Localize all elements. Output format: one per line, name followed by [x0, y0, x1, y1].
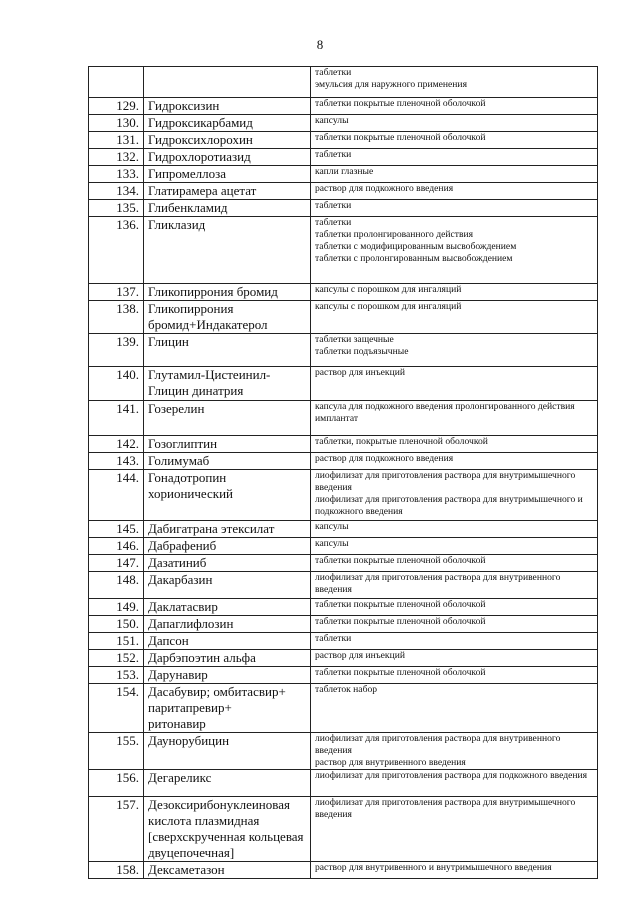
row-number: 131. [89, 132, 144, 149]
dosage-form: лиофилизат для приготовления раствора для внутривенного введения [315, 733, 561, 756]
row-number: 145. [89, 521, 144, 538]
table-row [89, 862, 598, 879]
drug-name: Дарбэпоэтин альфа [144, 650, 311, 667]
dosage-form: таблетки покрытые пленочной оболочкой [315, 132, 486, 143]
dosage-forms [311, 367, 598, 401]
drug-name: Дазатиниб [144, 555, 311, 572]
row-number: 139. [89, 334, 144, 367]
dosage-form: таблетки [315, 633, 352, 644]
row-number: 136. [89, 217, 144, 284]
dosage-forms [311, 770, 598, 797]
drug-name: Дегареликс [144, 770, 311, 797]
dosage-forms [311, 453, 598, 470]
drug-name: Гидроксихлорохин [144, 132, 311, 149]
table-row [89, 470, 598, 521]
dosage-forms [311, 98, 598, 115]
row-number: 137. [89, 284, 144, 301]
dosage-forms [311, 862, 598, 879]
table-row [89, 770, 598, 797]
row-number: 144. [89, 470, 144, 521]
dosage-forms [311, 115, 598, 132]
table-row [89, 599, 598, 616]
dosage-form: лиофилизат для приготовления раствора для внутривенного введения [315, 572, 561, 595]
drug-name: Гидроксикарбамид [144, 115, 311, 132]
row-number: 140. [89, 367, 144, 401]
row-number: 141. [89, 401, 144, 436]
dosage-forms [311, 667, 598, 684]
dosage-form: таблетки [315, 67, 352, 78]
table-row [89, 217, 598, 284]
table-row [89, 572, 598, 599]
dosage-forms [311, 334, 598, 367]
dosage-form: таблетки [315, 149, 352, 160]
dosage-forms [311, 733, 598, 770]
dosage-forms [311, 470, 598, 521]
drug-name: Гликопиррония бромид+Индакатерол [144, 301, 311, 334]
row-number: 142. [89, 436, 144, 453]
dosage-form: раствор для внутривенного введения [315, 757, 466, 768]
row-number: 134. [89, 183, 144, 200]
drug-name: Гликлазид [144, 217, 311, 284]
drug-name: Дезоксирибонуклеиновая кислота плазмидная [сверхскрученная кольцевая двуцепочечная] [144, 797, 311, 862]
dosage-form: капсула для подкожного введения пролонгированного действия [315, 401, 575, 412]
drug-name: Глицин [144, 334, 311, 367]
dosage-form: лиофилизат для приготовления раствора для подкожного введения [315, 770, 588, 781]
drug-name [144, 67, 311, 98]
table-row [89, 284, 598, 301]
drug-name: Дапсон [144, 633, 311, 650]
drug-name: Глибенкламид [144, 200, 311, 217]
dosage-forms [311, 555, 598, 572]
row-number: 154. [89, 684, 144, 733]
drug-name: Даклатасвир [144, 599, 311, 616]
table-row [89, 684, 598, 733]
drug-name: Голимумаб [144, 453, 311, 470]
medication-table-body [89, 67, 598, 879]
row-number [89, 67, 144, 98]
page-number: 8 [316, 37, 324, 52]
dosage-forms [311, 599, 598, 616]
row-number: 151. [89, 633, 144, 650]
dosage-form: капсулы [315, 538, 349, 549]
dosage-form: лиофилизат для приготовления раствора для внутримышечного введения [315, 797, 576, 820]
table-row [89, 633, 598, 650]
table-row [89, 797, 598, 862]
row-number: 153. [89, 667, 144, 684]
table-row [89, 436, 598, 453]
drug-name: Гонадотропин хорионический [144, 470, 311, 521]
dosage-form: таблетки покрытые пленочной оболочкой [315, 616, 486, 627]
drug-name: Дабрафениб [144, 538, 311, 555]
dosage-forms [311, 149, 598, 166]
drug-name: Дексаметазон [144, 862, 311, 879]
table-row [89, 521, 598, 538]
table-row [89, 367, 598, 401]
dosage-forms [311, 401, 598, 436]
dosage-form: раствор для инъекций [315, 367, 405, 378]
dosage-form: таблетки пролонгированного действия [315, 229, 474, 240]
row-number: 146. [89, 538, 144, 555]
drug-name: Глатирамера ацетат [144, 183, 311, 200]
dosage-form: раствор для внутривенного и внутримышечного введения [315, 862, 552, 873]
dosage-form: капсулы [315, 521, 349, 532]
table-row [89, 149, 598, 166]
row-number: 148. [89, 572, 144, 599]
table-row [89, 183, 598, 200]
dosage-forms [311, 200, 598, 217]
dosage-form: лиофилизат для приготовления раствора для внутримышечного и подкожного введения [315, 494, 583, 517]
dosage-forms [311, 166, 598, 183]
row-number: 132. [89, 149, 144, 166]
dosage-form: таблетки, покрытые пленочной оболочкой [315, 436, 488, 447]
table-row [89, 301, 598, 334]
dosage-form: таблеток набор [315, 684, 378, 695]
dosage-form: эмульсия для наружного применения [315, 79, 467, 90]
row-number: 138. [89, 301, 144, 334]
dosage-forms [311, 572, 598, 599]
drug-name: Дабигатрана этексилат [144, 521, 311, 538]
table-row [89, 401, 598, 436]
dosage-form: лиофилизат для приготовления раствора для внутримышечного введения [315, 470, 576, 493]
drug-name: Дапаглифлозин [144, 616, 311, 633]
dosage-form: раствор для подкожного введения [315, 183, 454, 194]
table-row [89, 555, 598, 572]
row-number: 130. [89, 115, 144, 132]
table-row [89, 667, 598, 684]
dosage-forms [311, 633, 598, 650]
dosage-forms [311, 284, 598, 301]
dosage-form: раствор для подкожного введения [315, 453, 454, 464]
row-number: 158. [89, 862, 144, 879]
dosage-form: таблетки защечные [315, 334, 394, 345]
table-row [89, 132, 598, 149]
dosage-form: капсулы с порошком для ингаляций [315, 284, 462, 295]
row-number: 157. [89, 797, 144, 862]
dosage-form: таблетки с модифицированным высвобождением [315, 241, 517, 252]
dosage-form: таблетки покрытые пленочной оболочкой [315, 98, 486, 109]
dosage-forms [311, 301, 598, 334]
table-row [89, 453, 598, 470]
row-number: 135. [89, 200, 144, 217]
dosage-form: таблетки с пролонгированным высвобождением [315, 253, 513, 264]
row-number: 156. [89, 770, 144, 797]
table-row [89, 733, 598, 770]
dosage-forms [311, 797, 598, 862]
dosage-forms [311, 538, 598, 555]
drug-name: Гидроксизин [144, 98, 311, 115]
drug-name: Гипромеллоза [144, 166, 311, 183]
dosage-form: таблетки покрытые пленочной оболочкой [315, 599, 486, 610]
drug-name: Гозерелин [144, 401, 311, 436]
row-number: 147. [89, 555, 144, 572]
dosage-form: капли глазные [315, 166, 374, 177]
dosage-form: таблетки [315, 200, 352, 211]
medication-table [88, 66, 598, 879]
drug-name: Глутамил-Цистеинил- Глицин динатрия [144, 367, 311, 401]
drug-name: Дасабувир; омбитасвир+ паритапревир+ ритонавир [144, 684, 311, 733]
row-number: 149. [89, 599, 144, 616]
dosage-forms [311, 67, 598, 98]
dosage-forms [311, 217, 598, 284]
drug-name: Гидрохлоротиазид [144, 149, 311, 166]
dosage-forms [311, 616, 598, 633]
table-row [89, 334, 598, 367]
table-row [89, 98, 598, 115]
dosage-form: имплантат [315, 413, 359, 424]
row-number: 152. [89, 650, 144, 667]
dosage-form: капсулы [315, 115, 349, 126]
table-row [89, 115, 598, 132]
dosage-form: таблетки покрытые пленочной оболочкой [315, 555, 486, 566]
dosage-forms [311, 436, 598, 453]
dosage-forms [311, 650, 598, 667]
row-number: 150. [89, 616, 144, 633]
table-row [89, 650, 598, 667]
dosage-forms [311, 132, 598, 149]
row-number: 133. [89, 166, 144, 183]
row-number: 155. [89, 733, 144, 770]
row-number: 143. [89, 453, 144, 470]
drug-name: Даунорубицин [144, 733, 311, 770]
table-row [89, 538, 598, 555]
dosage-form: таблетки покрытые пленочной оболочкой [315, 667, 486, 678]
drug-name: Гозоглиптин [144, 436, 311, 453]
drug-name: Дакарбазин [144, 572, 311, 599]
drug-name: Дарунавир [144, 667, 311, 684]
dosage-form: таблетки [315, 217, 352, 228]
dosage-forms [311, 521, 598, 538]
table-row [89, 616, 598, 633]
dosage-form: таблетки подъязычные [315, 346, 409, 357]
table-row [89, 166, 598, 183]
row-number: 129. [89, 98, 144, 115]
dosage-form: раствор для инъекций [315, 650, 405, 661]
table-row [89, 67, 598, 98]
dosage-forms [311, 684, 598, 733]
dosage-forms [311, 183, 598, 200]
table-row [89, 200, 598, 217]
drug-name: Гликопиррония бромид [144, 284, 311, 301]
dosage-form: капсулы с порошком для ингаляций [315, 301, 462, 312]
